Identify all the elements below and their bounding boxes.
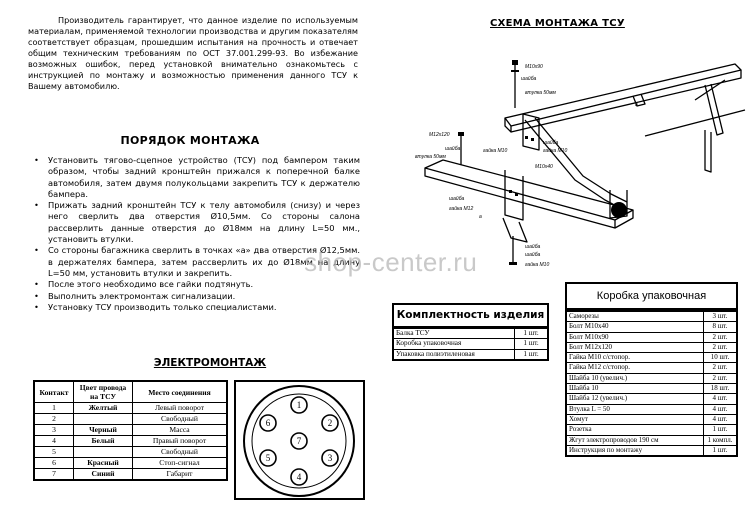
label-bolt-m12x120: M12x120 xyxy=(429,132,450,138)
washer-icon xyxy=(511,70,519,72)
wire-color: Красный xyxy=(74,458,133,469)
electrical-title: ЭЛЕКТРОМОНТАЖ xyxy=(153,357,267,369)
connection-point: Левый поворот xyxy=(133,403,228,414)
wiring-row xyxy=(34,414,227,425)
socket-pin-1 xyxy=(291,397,307,413)
socket-diagram xyxy=(234,380,365,500)
packaging-row xyxy=(566,384,737,394)
wiring-row xyxy=(34,469,227,481)
svg-text:3: 3 xyxy=(327,453,333,463)
packaging-qty: 2 шт. xyxy=(704,342,738,352)
lower-bracket-plate xyxy=(503,218,527,242)
tow-ball-icon xyxy=(611,202,627,218)
svg-text:5: 5 xyxy=(265,453,271,463)
svg-text:4: 4 xyxy=(296,472,302,482)
label-point-a-left: а xyxy=(479,214,482,220)
socket-pin-3 xyxy=(322,450,338,466)
packaging-item: Гайка M12 с/стопор. xyxy=(566,363,704,373)
wiring-table xyxy=(33,380,228,481)
packaging-item: Хомут xyxy=(566,414,704,424)
packaging-qty: 1 шт. xyxy=(704,445,738,456)
packaging-item: Розетка xyxy=(566,425,704,435)
socket-pin-7 xyxy=(291,433,307,449)
packaging-table xyxy=(565,310,738,457)
kit-qty: 1 шт. xyxy=(515,349,549,360)
watermark: -shop-center.ru xyxy=(295,247,478,277)
contact-number: 4 xyxy=(34,436,74,447)
label-sleeve: втулка 50мм xyxy=(525,90,556,96)
wire-color: Белый xyxy=(74,436,133,447)
kit-item: Коробка упаковочная xyxy=(393,339,515,349)
svg-text:1: 1 xyxy=(296,400,302,410)
connection-point: Правый поворот xyxy=(133,436,228,447)
kit-row xyxy=(393,349,548,360)
install-step: • Выполнить электромонтаж сигнализации. xyxy=(30,291,360,302)
svg-text:7: 7 xyxy=(296,436,302,446)
wiring-row xyxy=(34,436,227,447)
scheme-title: СХЕМА МОНТАЖА ТСУ xyxy=(490,18,625,29)
label-point-a-right: а xyxy=(635,102,638,108)
packaging-row xyxy=(566,363,737,373)
bolt-icon xyxy=(531,138,534,141)
install-step: • Со стороны багажника сверлить в точках «а» два отверстия Ø12,5мм. в держателях бампера, затем рассверлить их до Ø18мм на длину L=50 мм, установить втулки и закрепить. xyxy=(30,245,360,279)
packaging-row xyxy=(566,322,737,332)
contact-number: 1 xyxy=(34,403,74,414)
install-step: • После этого необходимо все гайки подтянуть. xyxy=(30,279,360,290)
bolt-icon xyxy=(525,136,528,139)
label-bolt-m10x40: M10x40 xyxy=(535,164,553,170)
packaging-row xyxy=(566,373,737,383)
connection-point: Свободный xyxy=(133,414,228,425)
label-washer-left: шайба xyxy=(445,146,461,152)
rail-brace xyxy=(645,110,745,136)
packaging-qty: 4 шт. xyxy=(704,414,738,424)
towbar-installation-drawing xyxy=(405,40,750,275)
nut-icon xyxy=(509,262,517,265)
wire-color xyxy=(74,447,133,458)
label-washer-center: шайба xyxy=(543,140,559,146)
contact-number: 3 xyxy=(34,425,74,436)
contact-number: 2 xyxy=(34,414,74,425)
tow-arm-edge xyxy=(535,118,627,202)
col-connection: Место соединения xyxy=(133,381,228,403)
install-step: • Прижать задний кронштейн ТСУ к телу автомобиля (снизу) и через него сверлить два отверстия Ø10,5мм. Со стороны салона рассверлить данные отверстия до Ø18мм на длину L=50 мм., установить втулки. xyxy=(30,200,360,245)
bolt-icon xyxy=(515,193,518,196)
contact-number: 5 xyxy=(34,447,74,458)
packaging-row xyxy=(566,425,737,435)
wiring-row xyxy=(34,447,227,458)
packaging-qty: 1 шт. xyxy=(704,425,738,435)
socket-pin-4 xyxy=(291,469,307,485)
packaging-row xyxy=(566,332,737,342)
contact-number: 6 xyxy=(34,458,74,469)
packaging-qty: 1 компл. xyxy=(704,435,738,445)
bolt-icon xyxy=(509,190,512,193)
packaging-item: Саморезы xyxy=(566,311,704,322)
label-bolt-m10x90: M10x90 xyxy=(525,64,543,70)
packaging-item: Инструкция по монтажу xyxy=(566,445,704,456)
wiring-row xyxy=(34,458,227,469)
packaging-qty: 18 шт. xyxy=(704,384,738,394)
packaging-row xyxy=(566,445,737,456)
col-contact: Контакт xyxy=(34,381,74,403)
kit-title: Комплектность изделия xyxy=(392,303,549,328)
wire-color: Черный xyxy=(74,425,133,436)
packaging-row xyxy=(566,311,737,322)
kit-qty: 1 шт. xyxy=(515,328,549,339)
label-nut-m10: гайка M10 xyxy=(483,148,508,154)
label-nut-m10-center: гайка M10 xyxy=(543,148,568,154)
kit-qty: 1 шт. xyxy=(515,339,549,349)
kit-row xyxy=(393,339,548,349)
kit-row xyxy=(393,328,548,339)
packaging-qty: 8 шт. xyxy=(704,322,738,332)
rail-stiffener xyxy=(695,80,725,100)
packaging-item: Болт M10x40 xyxy=(566,322,704,332)
packaging-title: Коробка упаковочная xyxy=(565,282,738,310)
label-washer-bottom-2: шайба xyxy=(525,252,541,258)
packaging-qty: 4 шт. xyxy=(704,404,738,414)
svg-text:6: 6 xyxy=(265,418,271,428)
warranty-paragraph: Производитель гарантирует, что данное изделие по используемым материалам, применяемой технологии производства и другим показателям соответствует образцам, прошедшим испытания на прочность и отвечает общим техническим требованиям по ОСТ 37.001.299-93. Во избежание возможных ошибок, перед установкой внимательно ознакомьтесь с инструкцией по монтажу и возможностью применения данного ТСУ к Вашему автомобилю. xyxy=(28,15,358,91)
packaging-row xyxy=(566,414,737,424)
packaging-row xyxy=(566,404,737,414)
wire-color xyxy=(74,414,133,425)
packaging-qty: 3 шт. xyxy=(704,311,738,322)
packaging-row xyxy=(566,394,737,404)
label-washer-lower: шайба xyxy=(449,196,465,202)
col-wire-color: Цвет провода на ТСУ xyxy=(74,381,133,403)
connection-point: Масса xyxy=(133,425,228,436)
bolt-head-icon xyxy=(458,132,464,136)
connection-point: Свободный xyxy=(133,447,228,458)
install-title: ПОРЯДОК МОНТАЖА xyxy=(120,134,260,147)
wire-color: Желтый xyxy=(74,403,133,414)
socket-pin-5 xyxy=(260,450,276,466)
packaging-qty: 10 шт. xyxy=(704,353,738,363)
packaging-item: Гайка M10 с/стопор. xyxy=(566,353,704,363)
install-step: • Установить тягово-сцепное устройство (ТСУ) под бампером таким образом, чтобы задний кронштейн прижался к поперечной балке автомобиля, затем двумя полукольцами закрепить ТСУ к держателю бампера. xyxy=(30,155,360,200)
install-steps-list xyxy=(30,155,360,313)
packaging-item: Болт M10x90 xyxy=(566,332,704,342)
label-sleeve-left: втулка 50мм xyxy=(415,154,446,160)
contact-number: 7 xyxy=(34,469,74,481)
kit-item: Упаковка полиэтиленовая xyxy=(393,349,515,360)
packaging-item: Втулка L = 50 xyxy=(566,404,704,414)
bolt-head-icon xyxy=(512,60,518,65)
label-nut-bottom: гайка M10 xyxy=(525,262,550,268)
packaging-item: Болт M12x120 xyxy=(566,342,704,352)
connection-point: Стоп-сигнал xyxy=(133,458,228,469)
packaging-qty: 4 шт. xyxy=(704,394,738,404)
packaging-item: Шайба 10 (увелич.) xyxy=(566,373,704,383)
packaging-item: Шайба 12 (увелич.) xyxy=(566,394,704,404)
wire-color: Синий xyxy=(74,469,133,481)
install-step: • Установку ТСУ производить только специалистами. xyxy=(30,302,360,313)
wiring-header-row xyxy=(34,381,227,403)
packaging-row xyxy=(566,435,737,445)
packaging-qty: 2 шт. xyxy=(704,363,738,373)
kit-table xyxy=(392,327,549,361)
packaging-qty: 2 шт. xyxy=(704,332,738,342)
socket-svg xyxy=(236,382,363,498)
wiring-row xyxy=(34,425,227,436)
packaging-qty: 2 шт. xyxy=(704,373,738,383)
right-vertical-bar xyxy=(705,130,711,172)
label-washer-bottom: шайба xyxy=(525,244,541,250)
socket-pin-6 xyxy=(260,415,276,431)
wiring-row xyxy=(34,403,227,414)
packaging-item: Жгут электропроводов 190 см xyxy=(566,435,704,445)
packaging-row xyxy=(566,353,737,363)
connection-point: Габарит xyxy=(133,469,228,481)
rail-lower-edge xyxy=(511,70,741,132)
socket-pin-2 xyxy=(322,415,338,431)
packaging-row xyxy=(566,342,737,352)
towbar-drawing-svg xyxy=(405,40,750,275)
kit-item: Балка ТСУ xyxy=(393,328,515,339)
packaging-item: Шайба 10 xyxy=(566,384,704,394)
fastener-markers xyxy=(458,60,534,265)
label-nut-m12: гайка M12 xyxy=(449,206,474,212)
svg-text:2: 2 xyxy=(327,418,333,428)
label-washer: шайба xyxy=(521,76,537,82)
